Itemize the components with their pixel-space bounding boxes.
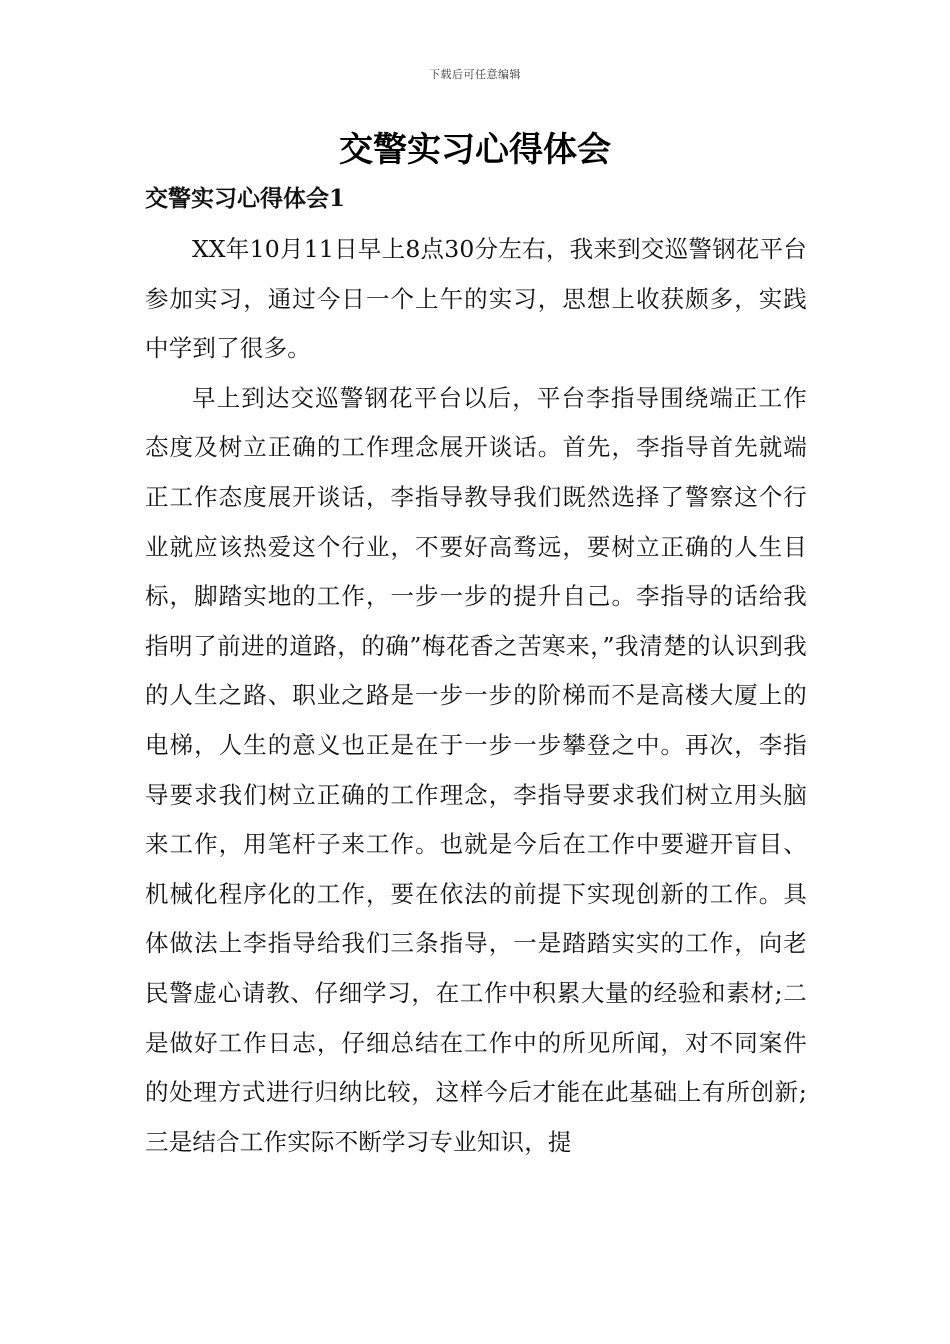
document-body xyxy=(145,225,807,1167)
paragraph-1: XX年10月11日早上8点30分左右，我来到交巡警钢花平台参加实习，通过今日一个上午的实习，思想上收获颇多，实践中学到了很多。 xyxy=(145,235,807,363)
section-heading: 交警实习心得体会1 xyxy=(145,185,346,212)
header-note: 下载后可任意编辑 xyxy=(429,68,521,81)
document-title: 交警实习心得体会 xyxy=(339,130,611,170)
paragraph-2: 早上到达交巡警钢花平台以后，平台李指导围绕端正工作态度及树立正确的工作理念展开谈话。首先，李指导首先就端正工作态度展开谈话，李指导教导我们既然选择了警察这个行业就应该热爱这个行业，不要好高骛远，要树立正确的人生目标，脚踏实地的工作，一步一步的提升自己。李指导的话给我指明了前进的道路，的确”梅花香之苦寒来，”我清楚的认识到我的人生之路、职业之路是一步一步的阶梯而不是高楼大厦上的电梯，人生的意义也正是在于一步一步攀登之中。再次，李指导要求我们树立正确的工作理念，李指导要求我们树立用头脑来工作，用笔杆子来工作。也就是今后在工作中要避开盲目、机械化程序化的工作，要在依法的前提下实现创新的工作。具体做法上李指导给我们三条指导，一是踏踏实实的工作，向老民警虚心请教、仔细学习，在工作中积累大量的经验和素材;二是做好工作日志，仔细总结在工作中的所见所闻，对不同案件的处理方式进行归纳比较，这样今后才能在此基础上有所创新;三是结合工作实际不断学习专业知识，提 xyxy=(145,383,807,1156)
